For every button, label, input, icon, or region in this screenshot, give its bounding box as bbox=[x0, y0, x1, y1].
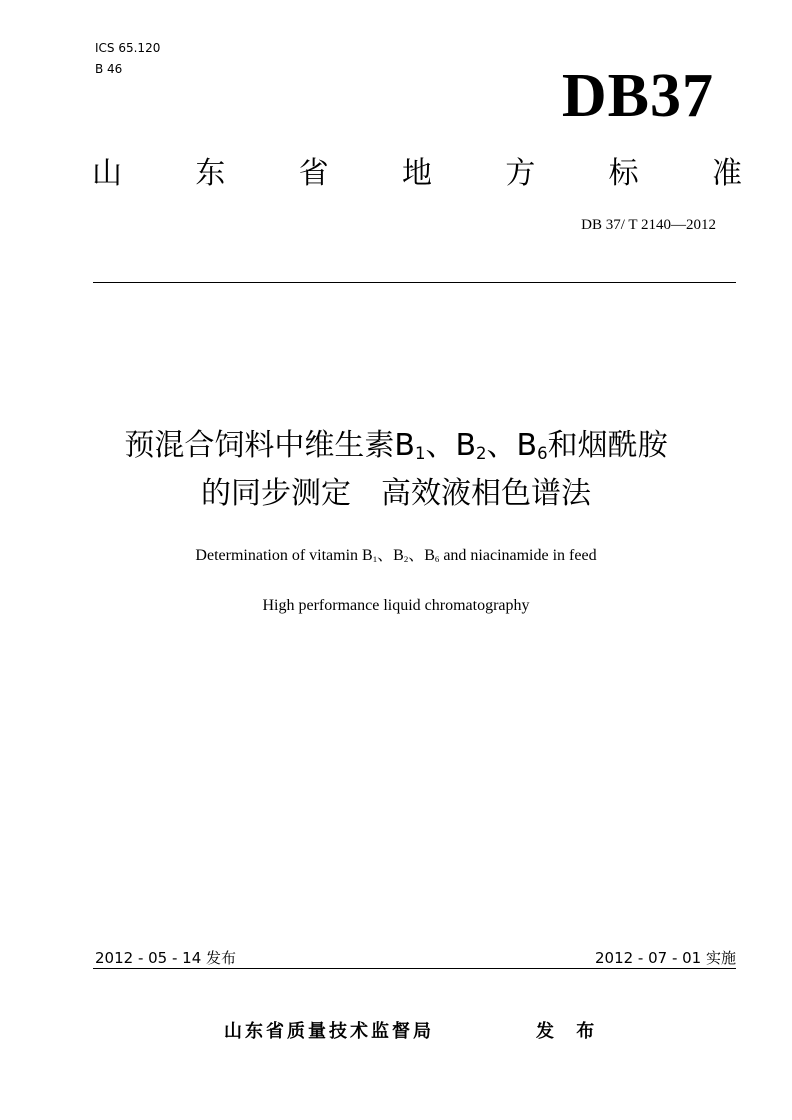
db37-logo: DB37 bbox=[561, 62, 714, 130]
title-text: 预混合饲料中维生素B bbox=[124, 428, 415, 463]
subscript: 2 bbox=[476, 444, 487, 464]
title-text: Determination of vitamin B bbox=[195, 547, 373, 564]
title-text: 和烟酰胺 bbox=[547, 428, 668, 463]
title-text: 、B bbox=[486, 428, 538, 463]
title-text: 、B bbox=[377, 547, 404, 564]
bottom-divider bbox=[93, 968, 736, 969]
standard-type-title bbox=[92, 156, 742, 192]
chinese-title-line-2: 的同步测定 高效液相色谱法 bbox=[201, 476, 591, 511]
subscript: 6 bbox=[537, 444, 548, 464]
standard-type-char: 方 bbox=[505, 156, 536, 191]
standard-number: DB 37/ T 2140—2012 bbox=[581, 217, 716, 233]
subscript: 1 bbox=[372, 554, 378, 565]
implementation-date: 2012 - 07 - 01 实施 bbox=[594, 949, 736, 967]
issue-date: 2012 - 05 - 14 发布 bbox=[95, 949, 237, 967]
classification-code: B 46 bbox=[95, 62, 123, 76]
title-text: 、B bbox=[425, 428, 477, 463]
issue-label: 发 布 bbox=[536, 1021, 603, 1042]
chinese-title-line-1 bbox=[0, 428, 792, 472]
standard-type-char: 省 bbox=[298, 156, 329, 191]
standard-type-char: 东 bbox=[195, 156, 226, 191]
standard-type-char: 山 bbox=[92, 156, 122, 191]
standard-type-char: 标 bbox=[608, 156, 639, 191]
issuing-authority: 山东省质量技术监督局 bbox=[224, 1021, 434, 1042]
title-text: and niacinamide in feed bbox=[439, 547, 597, 564]
standard-type-char: 准 bbox=[711, 156, 742, 191]
english-title-line-1 bbox=[0, 546, 792, 569]
subscript: 1 bbox=[414, 444, 426, 464]
standard-type-char: 地 bbox=[401, 156, 432, 191]
top-divider bbox=[93, 282, 736, 283]
title-text: 、B bbox=[408, 547, 435, 564]
ics-code: ICS 65.120 bbox=[95, 41, 161, 55]
subscript: 2 bbox=[403, 554, 409, 565]
subscript: 6 bbox=[434, 554, 440, 565]
english-title-line-2: High performance liquid chromatography bbox=[262, 597, 530, 614]
